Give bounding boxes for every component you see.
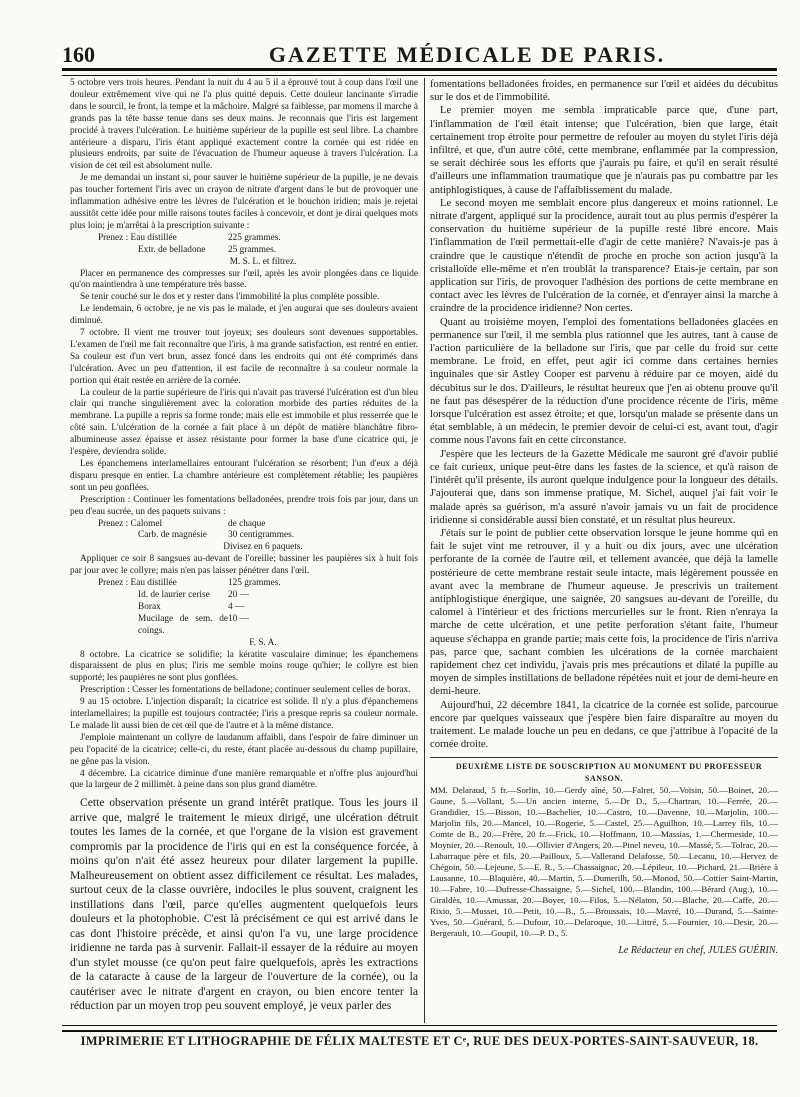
prescription-line xyxy=(98,245,418,257)
section-rule xyxy=(430,757,778,758)
paragraph: Je me demandai un instant si, pour sauver le huitième supérieur de la pupille, je ne devais pas toucher fortement l'iris avec un crayon de nitrate d'argent dans le but de provoquer une inflammation adhésive entre les lèvres de l'ulcération et le bouchon iridien; mais je rejetai aussitôt cette idée pour mille raisons toutes faciles à concevoir, et dont je dirai quelques mots plus loin; je m'arrêtai à la prescription suivante : xyxy=(70,173,418,231)
right-column xyxy=(430,78,778,957)
ingredient: Extr. de belladone xyxy=(138,244,206,255)
footer-rule xyxy=(62,1025,777,1032)
dose: 125 grammes. xyxy=(228,578,281,589)
paragraph: 8 octobre. La cicatrice se solidifie; la kératite vasculaire diminue; les épanchemens disparaissent de plus en plus; l'iris me semble moins rouge qu'hier; le collyre est bien supporté; les paupières ne sont plus gonflées. xyxy=(70,649,418,684)
prescription-signature: F. S. A. xyxy=(249,637,277,648)
case-notes xyxy=(70,78,418,792)
ingredient: Prenez : Eau distillée xyxy=(98,578,177,589)
dose: 225 grammes. xyxy=(228,232,281,243)
paragraph: J'espère que les lecteurs de la Gazette Médicale me sauront gré d'avoir publié ce fait curieux, unique peut-être dans les fastes de la science, et qu'à raison de l'intérêt qu'il présente, ils auront quelque indulgence pour la longueur des détails. J'ajouterai que, dans son immense pratique, M. Sichel, auquel j'ai fait voir le malade après sa guérison, m'a assuré n'avoir jamais vu un fait de procidence iridienne si considérable aussi bien constaté, et un résultat plus heureux. xyxy=(430,448,778,526)
editor-signature: Le Rédacteur en chef, JULES GUÉRIN. xyxy=(618,945,778,957)
ingredient: Id. de laurier cerise xyxy=(138,589,210,600)
printer-imprint: IMPRIMERIE ET LITHOGRAPHIE DE FÉLIX MALTESTE ET Cᵉ, RUE DES DEUX-PORTES-SAINT-SAUVEUR, 18. xyxy=(80,1034,759,1048)
paragraph: Le premier moyen me sembla impraticable parce que, d'une part, l'inflammation de l'œil était intense; que l'ulcération, bien que large, était certainement trop étroite pour permettre de refouler au moyen du stylet l'iris déjà infiltré, et que, d'un autre côté, cette membrane, enflammée par la compression, se serait déchirée sous les efforts que j'aurais pu faire, et qu'il en serait résulté d'ailleurs une inflammation traumatique que je n'aurais pas pu combattre par les antiphlogistiques, à cause de l'affaiblissement du malade. xyxy=(430,105,778,196)
left-column xyxy=(70,78,418,1014)
discussion xyxy=(430,78,778,751)
ingredient: Mucilage de sem. de coings. xyxy=(138,613,228,636)
prescription-signature: Divisez en 6 paquets. xyxy=(223,542,303,553)
ingredient: Prenez : Calomel xyxy=(98,518,163,529)
paragraph: Aujourd'hui, 22 décembre 1841, la cicatrice de la cornée est solide, parcourue encore par quelques vaisseaux que j'espère bien faire disparaître au moyen du traitement. Le malade louche un peu en dedans, ce que j'attribue à l'opacité de la cornée droite. xyxy=(430,699,778,751)
paragraph: 4 décembre. La cicatrice diminue d'une manière remarquable et n'offre plus aujourd'hui que la largeur de 2 millimèt. à peine dans son plus grand diamètre. xyxy=(70,768,418,791)
header-rule xyxy=(62,68,777,76)
dose: 25 grammes. xyxy=(228,244,277,255)
prescription-3 xyxy=(98,578,418,649)
journal-title: GAZETTE MÉDICALE DE PARIS. xyxy=(268,42,666,67)
dose: 30 centigrammes. xyxy=(228,530,295,541)
paragraph: 9 au 15 octobre. L'injection disparaît; la cicatrice est solide. Il n'y a plus d'épanchemens interlamellaires; la pupille est toujours contractée; l'iris a presque repris sa couleur normale. Le malade lit aussi bien de cet œil que de l'autre et à la même distance. xyxy=(70,697,418,731)
ingredient: Prenez : Eau distillée xyxy=(98,232,177,243)
paragraph: Prescription : Cesser les fomentations de belladone; continuer seulement celles de borax. xyxy=(80,685,411,696)
paragraph: Placer en permanence des compresses sur l'œil, après les avoir plongées dans ce liquide qu'on maintiendra à une température très basse. xyxy=(70,268,418,291)
dose: 20 — xyxy=(228,589,249,600)
page-header xyxy=(62,38,777,68)
ingredient: Borax xyxy=(138,601,161,612)
prescription-1 xyxy=(98,233,418,269)
paragraph: fomentations belladonées froides, en permanence sur l'œil et aidées du décubitus sur le dos et de l'immobilité. xyxy=(430,79,778,104)
paragraph: Le lendemain, 6 octobre, je ne vis pas le malade, et j'en augurai que ses douleurs avaient diminué. xyxy=(70,304,418,327)
paragraph: Les épanchemens interlamellaires entourant l'ulcération se résorbent; l'un d'eux a déjà disparu presque en entier. La chambre antérieure est complètement rétablie; les paupières sont un peu gonflées. xyxy=(70,459,418,493)
paragraph: Le second moyen me semblait encore plus dangereux et moins rationnel. Le nitrate d'argent, appliqué sur la procidence, aurait tout au plus permis d'espérer la conservation du huitième supérieur de la pupille resté libre encore. Mais l'inflammation de l'œil permettait-elle d'agir de cette manière? N'avais-je pas à craindre que le caustique n'étendît de proche en proche son action jusqu'à la cristalloïde elle-même et n'en troublât la transparence? Etais-je certain, par son application sur l'iris, de provoquer l'adhésion des portions de cette membrane en contact avec les lèvres de l'ulcération de la cornée, et d'enrayer ainsi la marche à craindre de la procidence iridienne? Non certes. xyxy=(430,197,778,315)
prescription-signature: M. S. L. et filtrez. xyxy=(229,256,297,267)
prescription-line xyxy=(98,519,418,531)
paragraph: Quant au troisième moyen, l'emploi des fomentations belladonées glacées en permanence sur l'œil, il me sembla plus rationnel que les autres, tant à cause de l'action particulière de la belladone sur l'iris, que par celle du froid sur cette membrane. Le froid, en effet, peut agir ici comme dans certaines hernies inguinales que sir Astley Cooper est parvenu à réduire par ce moyen, aidé du décubitus sur le dos. D'ailleurs, le résultat heureux que j'en ai obtenu prouve qu'il ne faut pas désespérer de la réduction d'une procidence récente de l'iris, même lorsque l'ulcération est assez étroite; et que, lorsqu'un malade se présente dans un état semblable, à un médecin, le premier devoir de celui-ci est, avant tout, d'agir comme nous l'avons fait en cette circonstance. xyxy=(430,316,778,447)
paragraph: Appliquer ce soir 8 sangsues au-devant de l'oreille; bassiner les paupières six à huit fois par jour avec le collyre; mais n'en pas laisser pénétrer dans l'œil. xyxy=(70,554,418,577)
paragraph: Se tenir couché sur le dos et y rester dans l'immobilité la plus complète possible. xyxy=(80,292,380,303)
paragraph: Prescription : Continuer les fomentations belladonées, prendre trois fois par jour, dans un peu d'eau sucrée, un des paquets suivans : xyxy=(70,494,418,517)
prescription-line xyxy=(98,530,418,542)
dose: 10 — xyxy=(228,613,249,624)
paragraph: 7 octobre. Il vient me trouver tout joyeux; ses douleurs sont devenues supportables. L'examen de l'œil me fait reconnaître que l'iris, à ma grande satisfaction, est rentré en entier. Sa couleur est d'un vert brun, assez foncé dans les endroits qui ont été comprimés dans l'ulcération. Avec un peu d'attention, il est facile de reconnaître à sa couleur normale la portion qui était restée en arrière de la cornée. xyxy=(70,328,418,386)
paragraph: J'emploie maintenant un collyre de laudanum affaibli, dans l'espoir de faire diminuer un peu l'opacité de la cicatrice; celle-ci, du reste, étant placée au-dessous du champ pupillaire, ne gêne pas la vision. xyxy=(70,732,418,767)
ingredient: Carb. de magnésie xyxy=(138,530,207,541)
subscription-title: DEUXIÈME LISTE DE SOUSCRIPTION AU MONUMENT DU PROFESSEUR SANSON. xyxy=(455,762,763,784)
prescription-line xyxy=(98,578,418,590)
prescription-line xyxy=(98,602,418,614)
prescription-line xyxy=(98,614,418,638)
dose: de chaque xyxy=(228,518,266,529)
paragraph: La couleur de la partie supérieure de l'iris qui n'avait pas traversé l'ulcération est d'un bleu clair qui tranche singulièrement avec la coloration morbide des parties réduites de la membrane. La pupille a repris sa forme ronde; mais elle est immobile et plus resserrée que le côté sain. L'ulcération de la cornée a fait place à un dépôt de matière blanchâtre fibro-albumineuse assez épaisse et assez résistante pour former la base d'une cicatrice qui, je l'espère, deviendra solide. xyxy=(70,387,418,458)
paragraph: 5 octobre vers trois heures. Pendant la nuit du 4 au 5 il a éprouvé tout à coup dans l'œil une douleur extrêmement vive qui ne l'a plus quitté depuis. Cette douleur lancinante s'irradie dans le sourcil, le front, la tempe et la mâchoire. Malgré sa faiblesse, par momens il marche à grands pas la tête basse tenue dans ses deux mains. Je reconnais que l'iris est largement procidé à travers l'ulcération. Le huitième supérieur de la pupille est seul libre. La chambre antérieure a disparu, l'iris étant appliqué exactement contre la cornée qui est ridée en plusieurs endroits, par suite de l'évacuation de l'humeur aqueuse à travers l'ulcération. La vision de cet œil est absolument nulle. xyxy=(70,78,418,172)
prescription-line xyxy=(98,590,418,602)
subscription-list: MM. Delaraud, 5 fr.—Sorlin, 10.—Gerdy aîné, 50.—Falret, 50.—Voisin, 50.—Boinet, 20.—Gaune, 5.—Vollant, 5.—Un ancien interne, 5.—Dr D., 5.—Chartran, 10.—Ferrée, 20.—Grandidier, 15.—Bisson, 10.—Bachelier, 10.—Castro, 10.—Davenne, 10.—Marjolin, 100.—Marjolin fils, 20.—Mancel, 10.—Rogerie, 5.—Castel, 25.—Aguilhon, 10.—Larrey fils, 10.—Comte de B., 20.—Frère, 20 fr.—Frick, 10.—Hoffmann, 10.—Massias, 1.—Chermeside, 10.—Moynier, 20.—Renoult, 10.—Ollivier d'Angers, 20.—Pinel neveu, 10.—Massé, 5.—Tolrac, 20.—Labarraque père et fils, 20.—Pailloux, 5.—Vallerand Delafosse, 50.—Lecanu, 10.—Hervez de Chégoin, 50.—Lejeune, 5.—E. R., 5.—Chassaignac, 20.—Lépileur, 10.—Pichard, 21.—Brière à Lausanne, 10.—Blaquière, 40.—Martin, 5.—Dumerilh, 50.—Monod, 50.—Cottier Saint-Martin, 10.—Fabre, 10.—Dufresse-Chassaigne, 5.—Sichel, 100.—Blandin, 100.—Bérard (Aug.), 10.—Giraldès, 10.—Amussat, 20.—Boyer, 10.—Filos, 5.—Nélaton, 50.—Blache, 20.—Caffe, 20.—Rixio, 5.—Musset, 10.—Petit, 10.—B., 5.—Broussais, 10.—Mavré, 10.—Durand, 5.—Sainte-Yves, 50.—Guérard, 5.—Dufour, 10.—Delaroque, 10.—Littré, 5.—Fournier, 10.—Desir, 20.—Bergerault, 10.—Goupil, 10.—P. D., 5. xyxy=(430,785,778,939)
commentary-paragraph: Cette observation présente un grand intérêt pratique. Tous les jours il arrive que, malgré le traitement le mieux dirigé, une ulcération détruit toutes les lames de la cornée, et que l'organe de la vision est gravement compromis par la procidence de l'iris qui en est la conséquence forcée, à moins qu'on n'ait été assez heureux pour dilater largement la pupille. Malheureusement on obtient assez difficilement ce résultat. Les malades, surtout ceux de la classe ouvrière, indociles le plus souvent, craignent les instillations dans l'œil, parce qu'elles augmentent quelquefois leurs douleurs et la photophobie. C'est là précisément ce qui est arrivé dans le cas dont l'histoire précède, et ainsi qu'on l'a vu, une large procidence iridienne ne tarda pas à survenir. Fallait-il essayer de la réduire au moyen d'un stylet mousse (ce qu'on peut faire quelquefois, après les extractions de la cataracte à cause de la largeur de l'ouverture de la cornée), ou la cautériser avec le nitrate d'argent en crayon, ou bien encore tenter la réduction par un moyen trop peu souvent employé, je veux parler des xyxy=(70,796,418,1013)
prescription-2 xyxy=(98,519,418,555)
paragraph: J'étais sur le point de publier cette observation lorsque le jeune homme qui en fait le sujet vint me retrouver, il y a huit ou dix jours, avec une ulcération perforante de la cornée de l'autre œil, et tellement avancée, que déjà la lamelle postérieure de cette membrane restait seule intacte, mais légèrement poussée en avant avec la membrane de l'humeur aqueuse. Je prescrivis un traitement antiphlogistique énergique, une saignée, 20 sangsues au-devant de l'oreille, du calomel à l'intérieur et des frictions mercurielles sur le front. Rien n'enraya la marche de cette ulcération, et une petite perforation s'étant faite, l'humeur aqueuse s'échappa en grande partie; mais cette fois, la procidence de l'iris n'arriva pas, parce que, sachant combien les ulcérations de la cornée marchaient rapidement chez cet individu, j'avais pris mes précautions et dilaté la pupille au moyen de simples instillations de belladone répétées nuit et jour de demi-heure en demi-heure. xyxy=(430,527,778,698)
column-divider xyxy=(424,78,425,1023)
prescription-line xyxy=(98,233,418,245)
dose: 4 — xyxy=(228,601,245,612)
page-number: 160 xyxy=(62,42,95,67)
